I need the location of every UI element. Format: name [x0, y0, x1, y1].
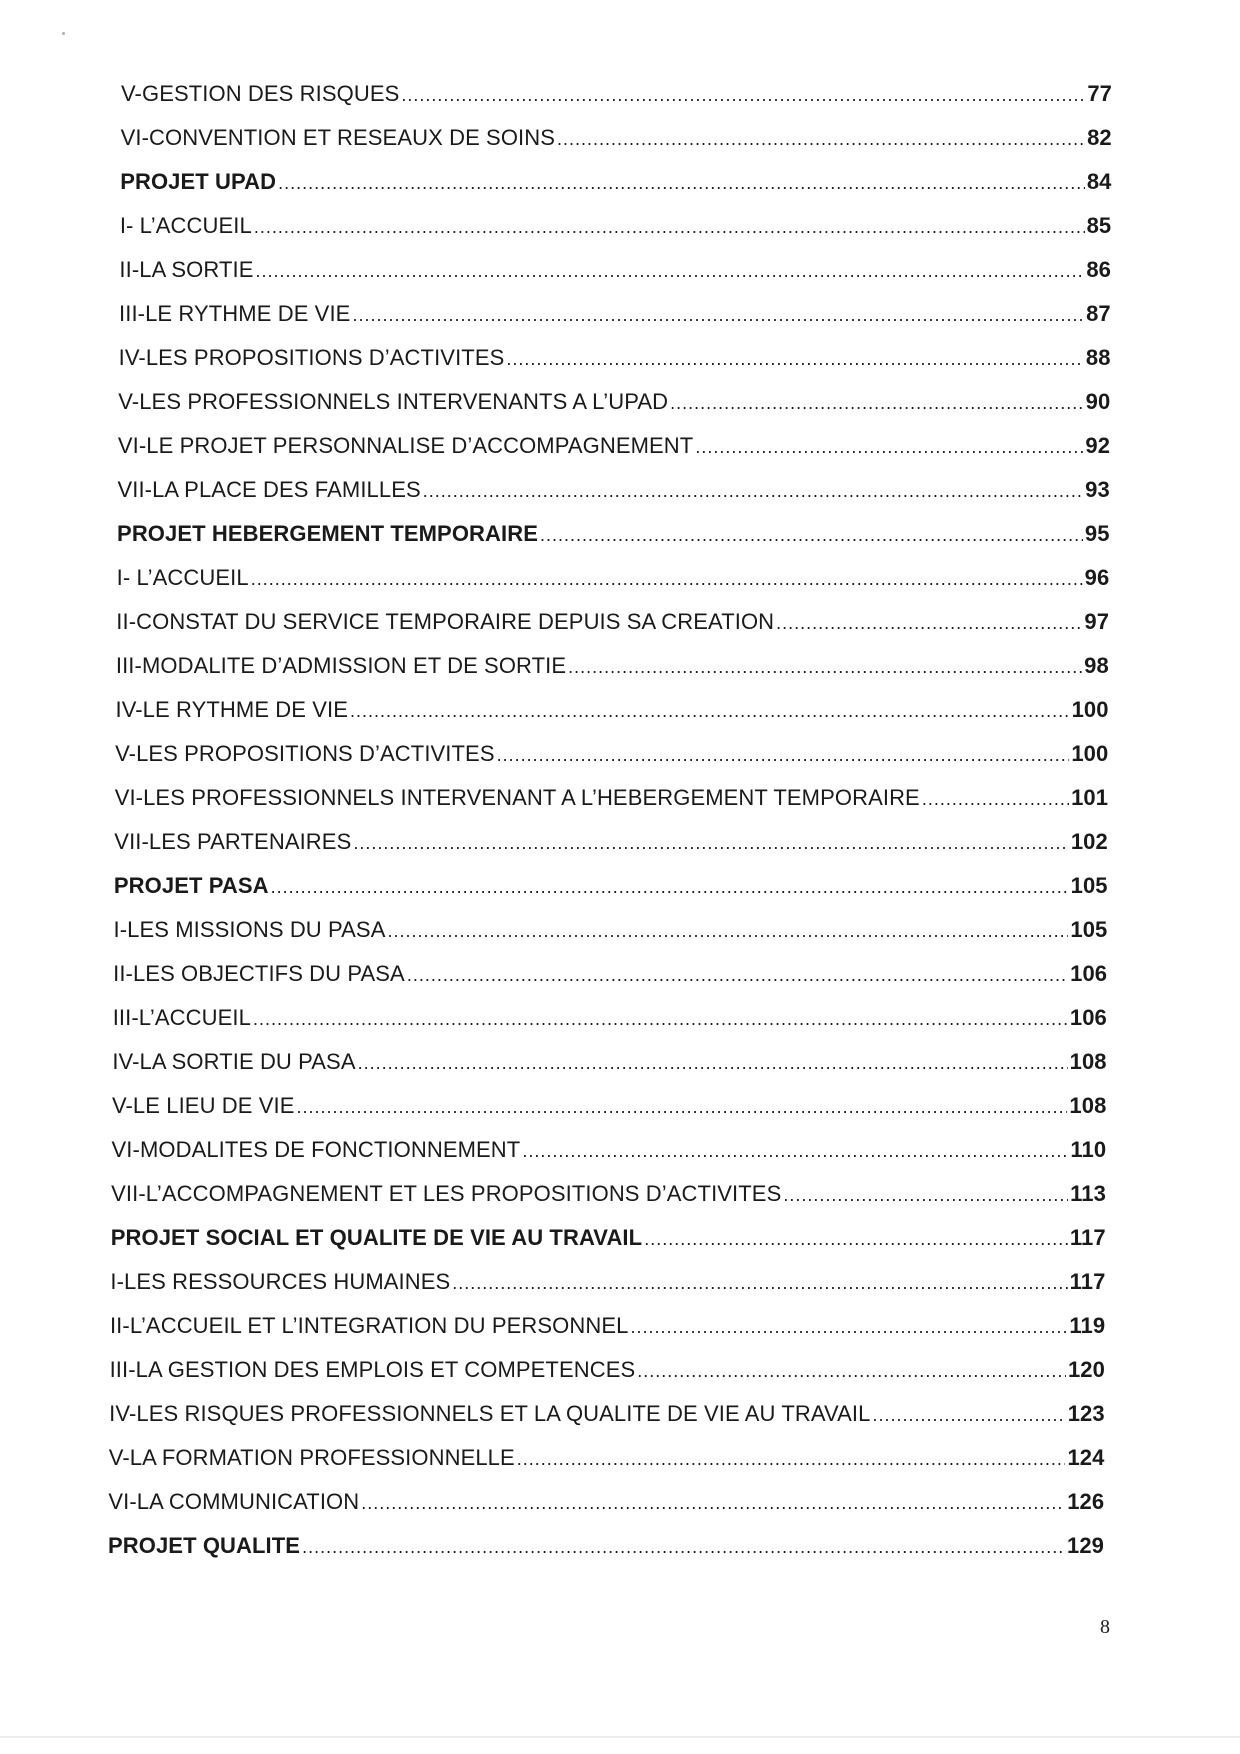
toc-entry [119, 292, 1111, 336]
toc-entry-title: VI-LA COMMUNICATION [108, 1489, 360, 1514]
toc-dot-leader [254, 205, 1085, 249]
toc-dot-leader [540, 513, 1083, 557]
toc-entry-page-number: 100 [1071, 741, 1109, 766]
toc-entry-page-number: 87 [1086, 301, 1111, 326]
toc-entry-page-number: 82 [1087, 125, 1112, 150]
toc-entry-page-number: 85 [1086, 213, 1112, 238]
toc-entry [113, 952, 1107, 996]
toc-section-heading [111, 1216, 1106, 1260]
toc-entry [118, 424, 1110, 468]
toc-entry-title: VI-LES PROFESSIONNELS INTERVENANT A L’HEBERGEMENT TEMPORAIRE [114, 785, 920, 810]
toc-entry-title: VII-L’ACCOMPAGNEMENT ET LES PROPOSITIONS D’ACTIVITES [111, 1181, 782, 1206]
toc-section-heading [120, 160, 1111, 204]
toc-entry [119, 248, 1111, 292]
toc-dot-leader [872, 1393, 1065, 1437]
toc-dot-leader [358, 1041, 1068, 1085]
toc-dot-leader [630, 1305, 1067, 1349]
toc-section-heading [108, 1524, 1104, 1568]
toc-entry-title: PROJET SOCIAL ET QUALITE DE VIE AU TRAVAIL [110, 1225, 643, 1250]
toc-dot-leader [783, 1173, 1068, 1217]
toc-dot-leader [644, 1217, 1068, 1261]
toc-entry [115, 688, 1108, 732]
toc-entry-page-number: 98 [1084, 653, 1109, 678]
toc-entry-page-number: 77 [1087, 81, 1112, 106]
toc-dot-leader [352, 293, 1084, 337]
toc-dot-leader [452, 1261, 1067, 1305]
table-of-contents [0, 72, 1240, 1568]
toc-entry-page-number: 120 [1067, 1357, 1105, 1382]
toc-entry-title: II-CONSTAT DU SERVICE TEMPORAIRE DEPUIS SA CREATION [116, 609, 775, 634]
toc-entry [114, 820, 1108, 864]
toc-entry [121, 116, 1112, 160]
toc-entry [117, 556, 1110, 600]
toc-dot-leader [251, 557, 1083, 601]
toc-entry-title: III-L’ACCUEIL [112, 1005, 251, 1030]
toc-entry-page-number: 117 [1069, 1269, 1106, 1294]
toc-entry-page-number: 102 [1070, 829, 1108, 854]
toc-entry [110, 1304, 1105, 1348]
toc-entry-page-number: 119 [1069, 1313, 1106, 1338]
page-number: 8 [1100, 1616, 1110, 1638]
toc-entry-page-number: 108 [1069, 1093, 1107, 1118]
toc-section-heading [114, 864, 1108, 908]
toc-entry-title: VI-CONVENTION ET RESEAUX DE SOINS [120, 125, 556, 150]
toc-dot-leader [255, 249, 1084, 293]
toc-entry-title: PROJET QUALITE [108, 1533, 301, 1558]
toc-dot-leader [517, 1437, 1066, 1481]
toc-entry [114, 908, 1108, 952]
toc-entry [116, 644, 1109, 688]
toc-dot-leader [568, 645, 1082, 689]
toc-entry [109, 1392, 1105, 1436]
toc-dot-leader [350, 689, 1070, 733]
toc-entry-title: VII-LES PARTENAIRES [114, 829, 352, 854]
toc-dot-leader [922, 777, 1069, 821]
toc-dot-leader [522, 1129, 1068, 1173]
toc-dot-leader [557, 117, 1085, 161]
toc-entry-title: V-GESTION DES RISQUES [121, 81, 400, 106]
toc-entry [115, 732, 1108, 776]
toc-entry-page-number: 117 [1069, 1225, 1106, 1250]
toc-dot-leader [401, 73, 1085, 117]
toc-entry [116, 600, 1109, 644]
toc-entry-title: PROJET HEBERGEMENT TEMPORAIRE [117, 521, 538, 546]
toc-dot-leader [253, 997, 1068, 1041]
toc-entry [117, 468, 1109, 512]
toc-dot-leader [278, 161, 1085, 205]
toc-entry-page-number: 92 [1085, 433, 1111, 458]
scan-bottom-edge [0, 1736, 1240, 1738]
toc-dot-leader [670, 381, 1083, 425]
toc-entry-title: VI-LE PROJET PERSONNALISE D’ACCOMPAGNEMENT [117, 433, 694, 458]
toc-entry-title: PROJET UPAD [120, 169, 277, 194]
toc-dot-leader [695, 425, 1083, 469]
toc-entry-title: IV-LES PROPOSITIONS D’ACTIVITES [118, 345, 505, 370]
toc-dot-leader [361, 1481, 1065, 1525]
toc-dot-leader [271, 865, 1069, 909]
toc-entry [112, 1040, 1106, 1084]
toc-entry-page-number: 110 [1070, 1137, 1107, 1162]
toc-entry-page-number: 96 [1084, 565, 1110, 590]
toc-entry-page-number: 123 [1067, 1401, 1105, 1426]
toc-entry-page-number: 84 [1086, 169, 1112, 194]
toc-entry-page-number: 105 [1070, 917, 1108, 942]
scan-speck [62, 32, 65, 35]
toc-entry-title: V-LES PROPOSITIONS D’ACTIVITES [115, 741, 495, 766]
toc-entry-page-number: 129 [1066, 1533, 1104, 1558]
toc-entry-title: PROJET PASA [113, 873, 269, 898]
toc-entry-page-number: 105 [1070, 873, 1108, 898]
toc-dot-leader [297, 1085, 1068, 1129]
toc-entry-page-number: 88 [1085, 345, 1111, 370]
toc-entry-title: VI-MODALITES DE FONCTIONNEMENT [111, 1137, 521, 1162]
toc-entry-title: I- L’ACCUEIL [119, 213, 252, 238]
toc-dot-leader [506, 337, 1083, 381]
toc-dot-leader [302, 1525, 1065, 1569]
toc-entry-page-number: 126 [1067, 1489, 1105, 1514]
toc-entry-title: V-LA FORMATION PROFESSIONNELLE [108, 1445, 515, 1470]
toc-entry [121, 72, 1112, 116]
toc-entry [118, 380, 1110, 424]
toc-entry-page-number: 97 [1084, 609, 1110, 634]
toc-entry [111, 1172, 1106, 1216]
toc-entry-page-number: 100 [1071, 697, 1109, 722]
toc-entry-page-number: 106 [1070, 961, 1108, 986]
toc-dot-leader [407, 953, 1068, 997]
toc-dot-leader [423, 469, 1083, 513]
toc-entry-title: III-LA GESTION DES EMPLOIS ET COMPETENCES [109, 1357, 636, 1382]
toc-dot-leader [497, 733, 1070, 777]
toc-entry [119, 336, 1111, 380]
toc-entry-title: VII-LA PLACE DES FAMILLES [117, 477, 421, 502]
toc-section-heading [117, 512, 1110, 556]
toc-entry [113, 996, 1107, 1040]
toc-entry [112, 1128, 1107, 1172]
toc-entry [109, 1436, 1105, 1480]
toc-entry-title: II-L’ACCUEIL ET L’INTEGRATION DU PERSONNEL [109, 1313, 629, 1338]
toc-entry-page-number: 95 [1084, 521, 1110, 546]
toc-entry-title: III-LE RYTHME DE VIE [119, 301, 351, 326]
toc-entry-title: I- L’ACCUEIL [116, 565, 249, 590]
toc-entry [112, 1084, 1106, 1128]
toc-entry-page-number: 106 [1069, 1005, 1107, 1030]
toc-entry-page-number: 124 [1067, 1445, 1105, 1470]
toc-entry-page-number: 86 [1086, 257, 1112, 282]
toc-entry-page-number: 93 [1085, 477, 1110, 502]
toc-entry [120, 204, 1111, 248]
toc-entry [115, 776, 1108, 820]
toc-dot-leader [387, 909, 1068, 953]
toc-dot-leader [776, 601, 1082, 645]
toc-entry-title: IV-LA SORTIE DU PASA [112, 1049, 356, 1074]
toc-entry-page-number: 108 [1069, 1049, 1107, 1074]
toc-entry-title: V-LE LIEU DE VIE [111, 1093, 295, 1118]
toc-entry-page-number: 90 [1085, 389, 1111, 414]
toc-entry-title: II-LA SORTIE [119, 257, 254, 282]
toc-entry-title: IV-LES RISQUES PROFESSIONNELS ET LA QUALITE DE VIE AU TRAVAIL [109, 1401, 871, 1426]
toc-dot-leader [637, 1349, 1066, 1393]
toc-entry [108, 1480, 1104, 1524]
toc-entry [110, 1260, 1105, 1304]
toc-entry-title: III-MODALITE D’ADMISSION ET DE SORTIE [115, 653, 567, 678]
toc-entry-title: I-LES MISSIONS DU PASA [113, 917, 386, 942]
toc-entry [110, 1348, 1105, 1392]
toc-entry-title: IV-LE RYTHME DE VIE [115, 697, 349, 722]
toc-entry-title: II-LES OBJECTIFS DU PASA [113, 961, 405, 986]
toc-dot-leader [353, 821, 1069, 865]
toc-entry-title: V-LES PROFESSIONNELS INTERVENANTS A L’UPAD [118, 389, 669, 414]
toc-entry-page-number: 101 [1071, 785, 1109, 810]
toc-entry-page-number: 113 [1070, 1181, 1106, 1206]
toc-entry-title: I-LES RESSOURCES HUMAINES [110, 1269, 451, 1294]
